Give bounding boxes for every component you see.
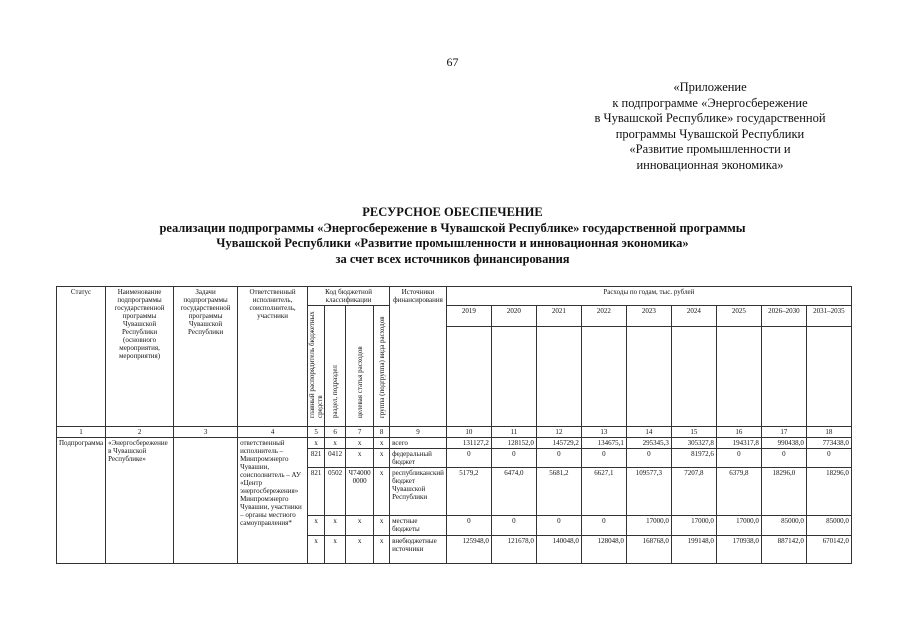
cell-value: 5681,2 [536, 468, 581, 516]
cell-value: 145729,2 [536, 438, 581, 449]
cell-value: 6379,8 [716, 468, 761, 516]
col-number: 18 [806, 427, 851, 438]
row-tasks [174, 438, 238, 564]
header-responsible: Ответственный исполнитель, соисполнитель, участники [238, 287, 308, 427]
cell-value: 0 [491, 449, 536, 468]
col-number: 3 [174, 427, 238, 438]
cell-value: 109577,3 [626, 468, 671, 516]
cell-code-6: x [325, 438, 346, 449]
header-year: 2023 [626, 306, 671, 327]
document-title [0, 205, 905, 267]
resource-table [56, 286, 852, 564]
cell-value: 0 [446, 516, 491, 536]
col-number: 1 [57, 427, 106, 438]
cell-value: 18296,0 [761, 468, 806, 516]
cell-value: 6474,0 [491, 468, 536, 516]
header-year: 2026–2030 [761, 306, 806, 327]
cell-code-6: x [325, 516, 346, 536]
col-number: 12 [536, 427, 581, 438]
col-number: 14 [626, 427, 671, 438]
cell-code-8: x [374, 516, 390, 536]
cell-code-6: x [325, 536, 346, 564]
cell-code-5: x [308, 536, 325, 564]
cell-code-5: 821 [308, 468, 325, 516]
header-budget-col: группа (подгруппа) вида расходов [374, 306, 390, 427]
cell-value: 128048,0 [581, 536, 626, 564]
header-year: 2025 [716, 306, 761, 327]
table-row [57, 438, 852, 449]
cell-source: всего [390, 438, 447, 449]
cell-value: 121678,0 [491, 536, 536, 564]
cell-source: местные бюджеты [390, 516, 447, 536]
header-year: 2020 [491, 306, 536, 327]
cell-value: 85000,0 [806, 516, 851, 536]
appendix-line: «Приложение [673, 80, 747, 94]
cell-value: 170938,0 [716, 536, 761, 564]
cell-source: республиканский бюджет Чувашской Республики [390, 468, 447, 516]
cell-value: 17000,0 [671, 516, 716, 536]
cell-value: 0 [581, 516, 626, 536]
col-number: 5 [308, 427, 325, 438]
cell-value: 773438,0 [806, 438, 851, 449]
cell-value: 81972,6 [671, 449, 716, 468]
title-line: РЕСУРСНОЕ ОБЕСПЕЧЕНИЕ [362, 205, 543, 219]
appendix-line: к подпрограмме «Энергосбережение [612, 95, 808, 110]
cell-code-7: x [346, 438, 374, 449]
header-year: 2024 [671, 306, 716, 327]
page-number: 67 [446, 55, 459, 69]
header-year: 2021 [536, 306, 581, 327]
cell-value: 990438,0 [761, 438, 806, 449]
col-number: 15 [671, 427, 716, 438]
header-expenses: Расходы по годам, тыс. рублей [446, 287, 851, 306]
col-number: 11 [491, 427, 536, 438]
col-number: 4 [238, 427, 308, 438]
cell-value: 168768,0 [626, 536, 671, 564]
cell-code-7: Ч740000000 [346, 468, 374, 516]
col-number: 13 [581, 427, 626, 438]
cell-value: 0 [761, 449, 806, 468]
cell-code-8: x [374, 449, 390, 468]
header-budget-col: раздел, подраздел [325, 306, 346, 427]
header-year: 2022 [581, 306, 626, 327]
row-name: «Энергосбережение в Чувашской Республике» [106, 438, 174, 564]
cell-value: 7207,8 [671, 468, 716, 516]
header-tasks: Задачи подпрограммы государственной программы Чувашской Республики [174, 287, 238, 427]
cell-value: 0 [581, 449, 626, 468]
cell-value: 125948,0 [446, 536, 491, 564]
cell-value: 0 [491, 516, 536, 536]
cell-code-6: 0412 [325, 449, 346, 468]
col-number: 16 [716, 427, 761, 438]
appendix-line: программы Чувашской Республики [615, 126, 805, 141]
cell-code-6: 0502 [325, 468, 346, 516]
cell-value: 0 [536, 449, 581, 468]
header-budget-col: целевая статья расходов [346, 306, 374, 427]
header-sources: Источники финансирования [390, 287, 447, 427]
cell-source: внебюджетные источники [390, 536, 447, 564]
cell-value: 17000,0 [626, 516, 671, 536]
header-name: Наименование подпрограммы государственной программы Чувашской Республики (основного мероприятия, мероприятия) [106, 287, 174, 427]
cell-value: 6627,1 [581, 468, 626, 516]
cell-value: 18296,0 [806, 468, 851, 516]
appendix-line: «Развитие промышленности и [629, 142, 791, 156]
row-status: Подпрограмма [57, 438, 106, 564]
cell-value: 85000,0 [761, 516, 806, 536]
appendix-line: инновационная экономика» [636, 157, 784, 172]
header-status: Статус [57, 287, 106, 427]
cell-value: 128152,0 [491, 438, 536, 449]
appendix-line: в Чувашской Республике» государственной [594, 111, 826, 125]
appendix-note [560, 80, 860, 173]
cell-code-8: x [374, 536, 390, 564]
title-line: за счет всех источников финансирования [335, 251, 570, 266]
cell-code-7: x [346, 536, 374, 564]
cell-value: 134675,1 [581, 438, 626, 449]
cell-value: 17000,0 [716, 516, 761, 536]
cell-source: федеральный бюджет [390, 449, 447, 468]
header-year: 2031–2035 [806, 306, 851, 327]
cell-value: 140048,0 [536, 536, 581, 564]
cell-code-5: 821 [308, 449, 325, 468]
cell-value: 0 [806, 449, 851, 468]
title-line: реализации подпрограммы «Энергосбережение в Чувашской Республике» государственной программы [159, 220, 746, 235]
cell-value: 131127,2 [446, 438, 491, 449]
cell-value: 199148,0 [671, 536, 716, 564]
col-number: 6 [325, 427, 346, 438]
col-number: 17 [761, 427, 806, 438]
cell-code-5: x [308, 438, 325, 449]
cell-value: 0 [626, 449, 671, 468]
header-budget-code: Код бюджетной классификации [308, 287, 390, 306]
cell-value: 295345,3 [626, 438, 671, 449]
cell-value: 0 [446, 449, 491, 468]
cell-value: 887142,0 [761, 536, 806, 564]
cell-code-7: x [346, 449, 374, 468]
col-number: 8 [374, 427, 390, 438]
cell-value: 305327,8 [671, 438, 716, 449]
cell-code-7: x [346, 516, 374, 536]
col-number: 9 [390, 427, 447, 438]
header-year: 2019 [446, 306, 491, 327]
column-number-row [57, 427, 852, 438]
cell-value: 0 [536, 516, 581, 536]
header-budget-col: главный распорядитель бюджетных средств [308, 306, 325, 427]
title-line: Чувашской Республики «Развитие промышленности и инновационная экономика» [216, 236, 689, 250]
cell-code-8: x [374, 468, 390, 516]
cell-code-5: x [308, 516, 325, 536]
col-number: 2 [106, 427, 174, 438]
cell-value: 5179,2 [446, 468, 491, 516]
cell-value: 0 [716, 449, 761, 468]
cell-code-8: x [374, 438, 390, 449]
header-row [57, 287, 852, 306]
cell-value: 670142,0 [806, 536, 851, 564]
row-responsible: ответственный исполнитель – Минпромэнерго Чувашии, соисполнитель – АУ «Центр энергосбережения» Минпромэнерго Чувашии, участники – органы местного самоуправления* [238, 438, 308, 564]
cell-value: 194317,8 [716, 438, 761, 449]
col-number: 10 [446, 427, 491, 438]
col-number: 7 [346, 427, 374, 438]
